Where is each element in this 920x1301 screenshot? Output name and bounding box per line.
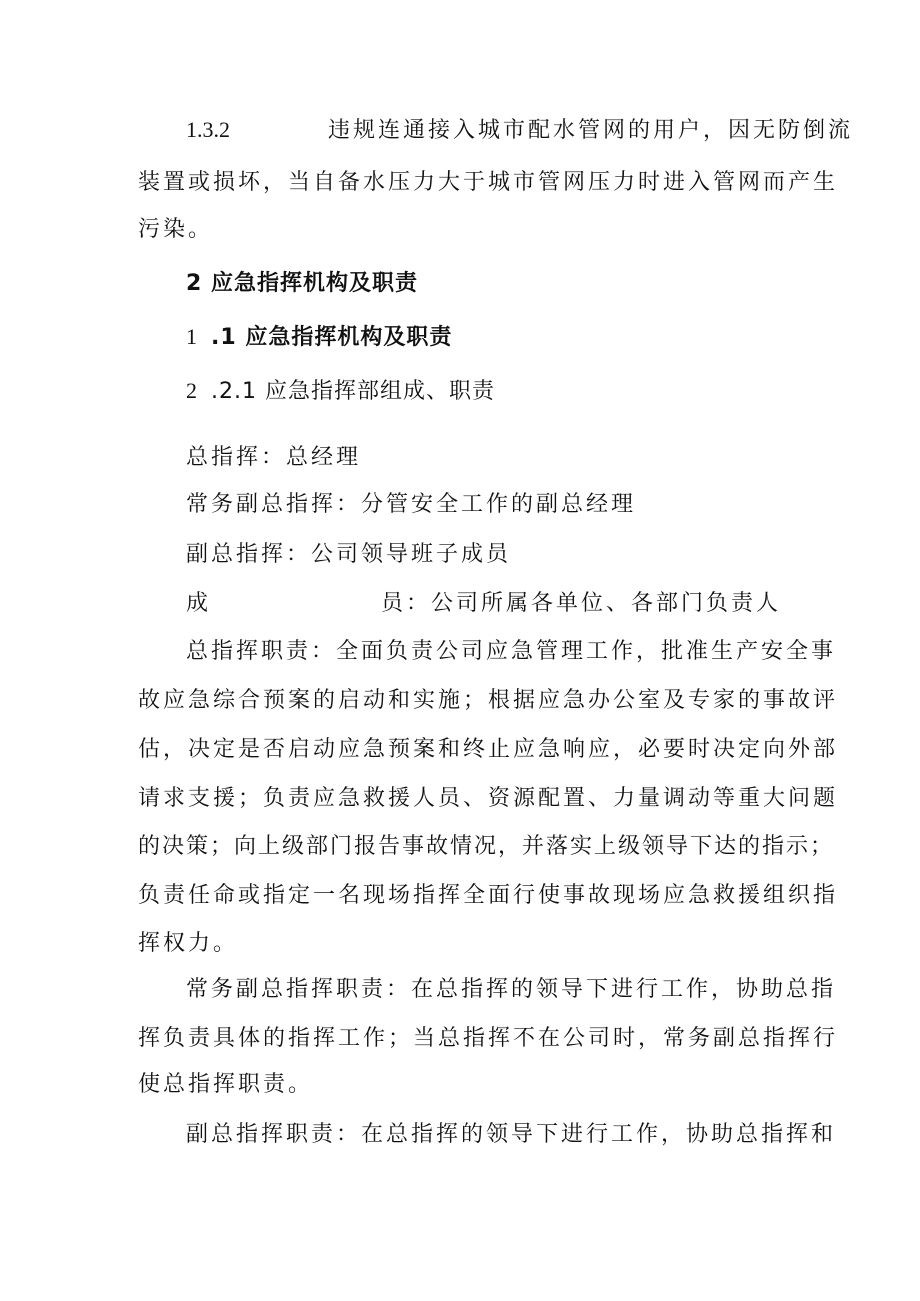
chief-duties-line: 请求支援；负责应急救援人员、资源配置、力量调动等重大问题 [138,786,839,811]
chief-duties-line: 估，决定是否启动应急预案和终止应急响应，必要时决定向外部 [138,737,839,762]
members-label-part2: 员：公司所属各单位、各部门负责人 [381,591,782,616]
chief-duties-line: 总指挥职责：全面负责公司应急管理工作，批准生产安全事 [186,639,837,664]
role-deputy: 副总指挥：公司领导班子成员 [186,542,512,567]
heading-2-1-1 [186,376,495,407]
members-label-part1: 成 [186,591,212,616]
chief-duties-line: 故应急综合预案的启动和实施；根据应急办公室及专家的事故评 [138,688,839,713]
exec-deputy-duties-line: 使总指挥职责。 [138,1072,314,1097]
paragraph-text: 违规连通接入城市配水管网的用户，因无防倒流 [328,118,854,143]
exec-deputy-duties-line: 常务副总指挥职责：在总指挥的领导下进行工作，协助总指 [186,977,837,1002]
paragraph-line: 装置或损坏，当自备水压力大于城市管网压力时进入管网而产生 [138,170,839,195]
section-1-3-2-first-line [186,115,853,146]
heading-text: .2.1 应急指挥部组成、职责 [211,379,495,404]
chief-duties-line: 的决策；向上级部门报告事故情况，并落实上级领导下达的指示； [138,834,835,859]
role-members [186,589,781,619]
role-executive-deputy: 常务副总指挥：分管安全工作的副总经理 [186,492,637,517]
heading-number: 1 [186,324,197,349]
chief-duties-line: 挥权力。 [138,931,239,956]
chief-duties-line: 负责任命或指定一名现场指挥全面行使事故现场应急救援组织指 [138,883,839,908]
heading-text: .1 应急指挥机构及职责 [211,325,453,350]
exec-deputy-duties-line: 挥负责具体的指挥工作；当总指挥不在公司时，常务副总指挥行 [138,1026,839,1051]
heading-2: 2 应急指挥机构及职责 [186,271,418,296]
heading-number: 2 [186,378,197,403]
paragraph-line: 污染。 [138,217,214,242]
role-chief: 总指挥：总经理 [186,445,362,470]
deputy-duties-line: 副总指挥职责：在总指挥的领导下进行工作，协助总指挥和 [186,1122,837,1147]
heading-2-1 [186,322,452,353]
section-number: 1.3.2 [186,117,230,142]
